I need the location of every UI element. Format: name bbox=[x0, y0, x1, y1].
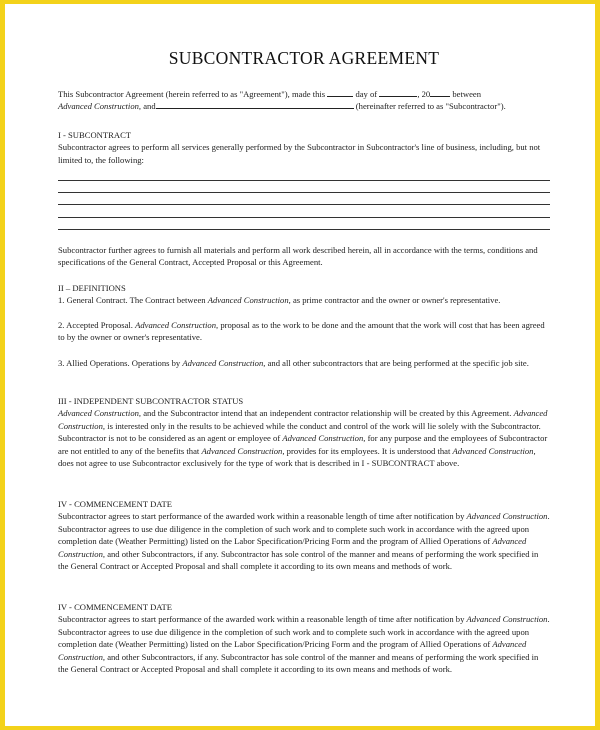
def-text: , and all other subcontractors that are being performed at the specific job site. bbox=[263, 358, 529, 368]
commencement-text: Subcontractor agrees to start performance of the awarded work within a reasonable length of time after notification by bbox=[58, 511, 465, 522]
intro-text: (hereinafter referred to as "Subcontractor"). bbox=[355, 101, 506, 112]
subcontractor-name-blank[interactable] bbox=[156, 100, 354, 109]
section-commencement-date bbox=[58, 498, 550, 572]
commencement-text: , and other Subcontractors, if any. Subcontractor has sole control of the manner and means of performing the work specified in the General Contract or Accepted Proposal and shall complete it according to its own means and methods of work. bbox=[58, 548, 539, 572]
status-text: , does not agree to use Subcontractor exclusively for the type of work that is described in I - SUBCONTRACT above. bbox=[58, 445, 536, 469]
def-text: 3. Allied Operations. Operations by bbox=[58, 358, 181, 368]
definition-3 bbox=[58, 357, 550, 369]
status-text: , and the Subcontractor intend that an independent contractor relationship will be created by this Agreement. bbox=[138, 408, 512, 419]
section-heading: III - INDEPENDENT SUBCONTRACTOR STATUS bbox=[58, 396, 244, 406]
section-commencement-date-repeat bbox=[58, 601, 550, 675]
definition-2 bbox=[58, 319, 550, 344]
document-title: SUBCONTRACTOR AGREEMENT bbox=[168, 48, 440, 68]
company-name: Advanced Construction bbox=[58, 536, 527, 559]
company-name: Advanced Construction bbox=[452, 445, 534, 456]
def-text: 2. Accepted Proposal. bbox=[58, 320, 133, 330]
section-subcontract bbox=[58, 129, 550, 230]
services-line-1[interactable] bbox=[58, 168, 550, 180]
services-line-5[interactable] bbox=[58, 218, 550, 230]
company-name: Advanced Construction bbox=[58, 408, 548, 431]
company-name: Advanced Construction bbox=[466, 614, 548, 625]
commencement-text: . Subcontractor agrees to use due diligence in the completion of such work and to complete such work in accordance with the agreed upon completion date (Weather Permitting) listed on the Labor Specification/Pricing Form and the program of Allied Operations of bbox=[58, 614, 550, 650]
status-text: , is interested only in the results to be achieved while the conduct and control of the work will lie solely with the Subcontractor. Subcontractor is not to be considered as an agent or employee of bbox=[58, 420, 541, 444]
def-text: , as prime contractor and the owner or owner's representative. bbox=[288, 295, 501, 306]
company-name: Advanced Construction bbox=[58, 101, 139, 112]
section-heading: IV - COMMENCEMENT DATE bbox=[58, 499, 173, 509]
section-heading: I - SUBCONTRACT bbox=[58, 130, 132, 140]
definition-1 bbox=[58, 294, 550, 306]
status-text: , provides for its employees. It is understood that bbox=[282, 445, 451, 456]
section-definitions bbox=[58, 282, 550, 307]
commencement-text: Subcontractor agrees to start performance of the awarded work within a reasonable length of time after notification by bbox=[58, 614, 465, 625]
company-name: Advanced Construction bbox=[58, 408, 139, 419]
services-line-4[interactable] bbox=[58, 205, 550, 217]
section-heading: IV - COMMENCEMENT DATE bbox=[58, 602, 173, 612]
company-name: Advanced Construction bbox=[182, 358, 264, 368]
company-name: Advanced Construction bbox=[58, 639, 527, 662]
company-name: Advanced Construction bbox=[466, 511, 548, 522]
intro-text: , and bbox=[138, 101, 156, 112]
commencement-text: , and other Subcontractors, if any. Subcontractor has sole control of the manner and means of performing the work specified in the General Contract or Accepted Proposal and shall complete it according to its own means and methods of work. bbox=[58, 651, 539, 675]
section-heading: II – DEFINITIONS bbox=[58, 283, 126, 293]
def-text: , proposal as to the work to be done and the amount that the work will cost that has been agreed to by the owner or owner's representative. bbox=[58, 320, 545, 343]
intro-text: , 20 bbox=[417, 89, 431, 99]
company-name: Advanced Construction bbox=[282, 433, 364, 444]
definition-3-block bbox=[58, 357, 550, 369]
section-independent-status bbox=[58, 395, 550, 469]
month-blank[interactable] bbox=[379, 88, 417, 97]
subcontract-paragraph: Subcontractor agrees to perform all services generally performed by the Subcontractor in Subcontractor's line of business, including, but not limited to, the following: bbox=[58, 142, 541, 165]
definition-2-block bbox=[58, 319, 550, 344]
document-page bbox=[5, 4, 595, 726]
services-line-3[interactable] bbox=[58, 193, 550, 205]
commencement-paragraph bbox=[58, 613, 550, 675]
intro-text: This Subcontractor Agreement (herein referred to as "Agreement"), made this bbox=[58, 89, 326, 99]
company-name: Advanced Construction bbox=[207, 295, 289, 306]
company-name: Advanced Construction bbox=[135, 320, 217, 330]
services-line-2[interactable] bbox=[58, 181, 550, 193]
status-paragraph bbox=[58, 407, 550, 469]
def-text: 1. General Contract. The Contract between bbox=[58, 295, 206, 306]
company-name: Advanced Construction bbox=[201, 445, 283, 456]
commencement-paragraph bbox=[58, 510, 550, 572]
intro-paragraph bbox=[58, 88, 550, 113]
intro-line-2 bbox=[58, 100, 550, 112]
status-text: , for any purpose and the employees of Subcontractor are not entitled to any of the benefits that bbox=[58, 433, 548, 456]
materials-paragraph: Subcontractor further agrees to furnish all materials and perform all work described herein, all in accordance with the terms, conditions and specifications of the General Contract, Accepted Proposal or this Agreement. bbox=[58, 245, 538, 268]
intro-line-1 bbox=[58, 88, 550, 100]
intro-text: between bbox=[452, 89, 481, 99]
services-lines bbox=[58, 168, 550, 230]
day-blank[interactable] bbox=[327, 88, 353, 97]
year-blank[interactable] bbox=[430, 88, 450, 97]
subcontract-materials bbox=[58, 244, 550, 269]
commencement-text: . Subcontractor agrees to use due diligence in the completion of such work and to complete such work in accordance with the agreed upon completion date (Weather Permitting) listed on the Labor Specification/Pricing Form and the program of Allied Operations of bbox=[58, 511, 550, 547]
intro-text: day of bbox=[355, 89, 378, 99]
